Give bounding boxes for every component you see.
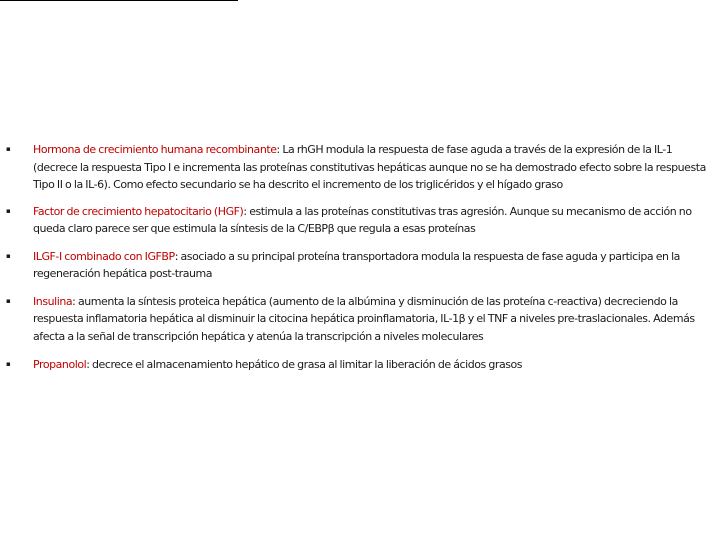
item-term: Insulina <box>33 294 73 308</box>
square-bullet-icon: ▪ <box>6 296 11 305</box>
item-term: Factor de crecimiento hepatocitario (HGF) <box>33 204 244 218</box>
square-bullet-icon: ▪ <box>6 206 11 215</box>
square-bullet-icon: ▪ <box>6 145 11 153</box>
list-item <box>0 293 720 346</box>
item-term: ILGF-I combinado con IGFBP <box>33 249 175 263</box>
top-rule <box>0 0 238 1</box>
item-description: : asociado a su principal proteína transportadora modula la respuesta de fase aguda y participa en la regeneración hepática post-trauma <box>33 249 680 280</box>
bullet-list <box>0 141 720 384</box>
square-bullet-icon: ▪ <box>6 251 11 260</box>
list-item <box>0 248 720 283</box>
item-description: : aumenta la síntesis proteica hepática (aumento de la albúmina y disminución de las proteína c-reactiva) decreciendo la respuesta inflamatoria hepática al disminuir la citocina hepática proinflamatoria, IL-1β y el TNF a niveles pre-traslacionales. Además afecta a la señal de transcripción hepática y atenúa la transcripción a niveles moleculares <box>33 294 695 343</box>
list-item <box>0 356 720 374</box>
list-item <box>0 141 720 194</box>
item-description: : decrece el almacenamiento hepático de grasa al limitar la liberación de ácidos grasos <box>86 358 523 371</box>
item-description: : estimula a las proteínas constitutivas tras agresión. Aunque su mecanismo de acción no queda claro parece ser que estimula la síntesis de la C/EBPβ que regula a esas proteínas <box>33 204 692 235</box>
item-term: Hormona de crecimiento humana recombinante <box>33 143 277 156</box>
square-bullet-icon: ▪ <box>6 360 11 368</box>
list-item <box>0 203 720 238</box>
item-term: Propanolol <box>33 358 87 371</box>
item-description: : La rhGH modula la respuesta de fase aguda a través de la expresión de la IL-1 (decrece la respuesta Tipo I e incrementa las proteínas constitutivas hepáticas aunque no se ha demostrado efecto sobre la respuesta Tipo II o la IL-6). Como efecto secundario se ha descrito el incremento de los triglicéridos y el hígado graso <box>33 143 706 191</box>
